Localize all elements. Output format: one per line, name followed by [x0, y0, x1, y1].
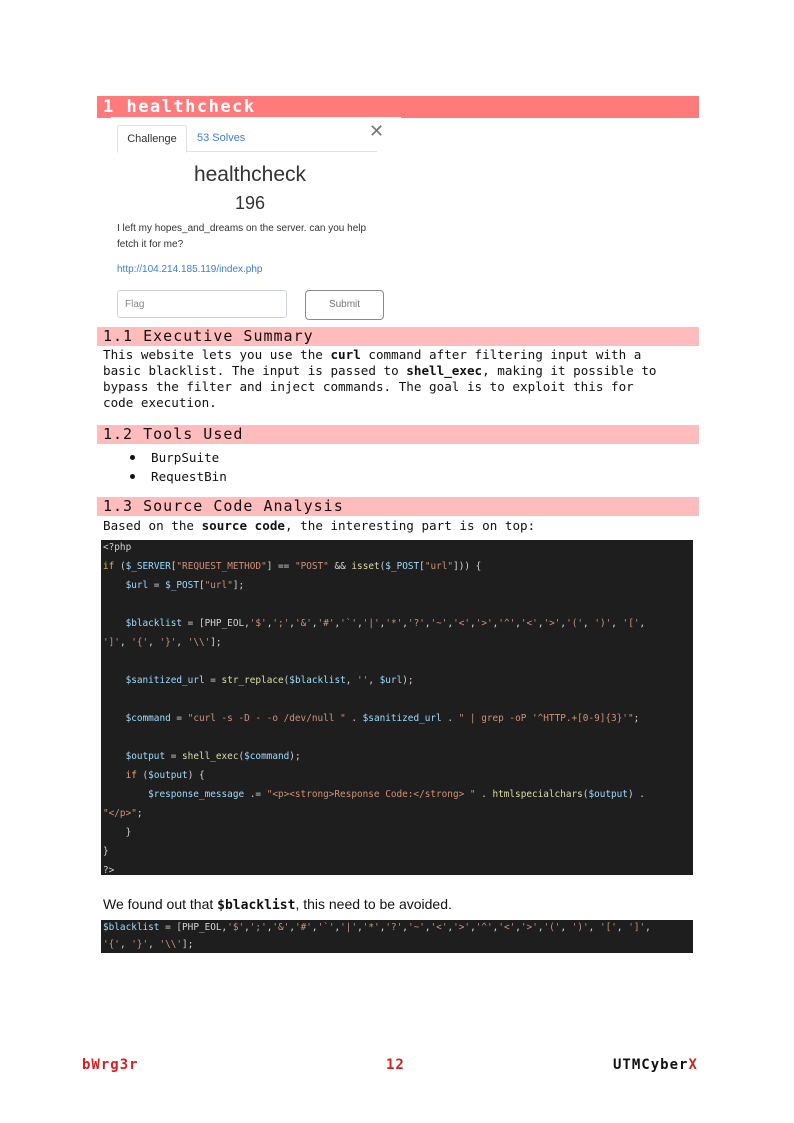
submit-button[interactable]: Submit: [305, 290, 384, 320]
challenge-description: I left my hopes_and_dreams on the server. can you help fetch it for me?: [117, 223, 367, 250]
code-line: $blacklist = [PHP_EOL,'$',';','&','#','`','|','*','?','~','<','>','^','<','>','(', ')', '[', ']',: [103, 922, 651, 933]
tab-challenge[interactable]: Challenge: [117, 125, 187, 153]
list-item: RequestBin: [103, 467, 227, 486]
code-line: <?php: [103, 542, 132, 553]
code-line: ?>: [103, 865, 115, 876]
footer-author: bWrg3r: [82, 1057, 139, 1073]
code-line: "</p>";: [103, 808, 143, 819]
code-line: if ($_SERVER["REQUEST_METHOD"] == "POST" && isset($_POST["url"])) {: [103, 561, 482, 572]
section-heading-tools-used: [97, 425, 699, 444]
flag-input[interactable]: Flag: [117, 290, 287, 318]
shell-exec-keyword: shell_exec: [406, 363, 483, 378]
code-line: $blacklist = [PHP_EOL,'$',';','&','#','`','|','*','?','~','<','>','^','<','>','(', ')', '[',: [125, 618, 646, 629]
code-line: $output = shell_exec($command);: [125, 751, 301, 762]
section-heading-source-code-analysis: [97, 497, 699, 516]
section-title: 1.3 Source Code Analysis: [103, 497, 344, 515]
code-line: $command = "curl -s -D - -o /dev/null " . $sanitized_url . " | grep -oP '^HTTP.+[0-9]{3}'";: [125, 713, 640, 724]
section-title: 1 healthcheck: [103, 97, 256, 117]
code-line: }: [103, 846, 109, 857]
code-line: $response_message .= "<p><strong>Response Code:</strong> " . htmlspecialchars($output) .: [148, 789, 645, 800]
blacklist-keyword: $blacklist: [217, 898, 296, 913]
code-line: ']', '{', '}', '\\'];: [103, 637, 222, 648]
blacklist-note: We found out that $blacklist, this need to be avoided.: [103, 896, 452, 913]
tab-solves[interactable]: 53 Solves: [197, 132, 246, 144]
code-block-source: [101, 540, 693, 875]
close-icon[interactable]: ✕: [369, 121, 385, 141]
code-line: if ($output) {: [125, 770, 205, 781]
list-item: BurpSuite: [103, 448, 227, 467]
source-code-intro: Based on the source code, the interesting part is on top:: [103, 518, 536, 533]
challenge-name: healthcheck: [193, 163, 307, 186]
code-block-blacklist: [101, 920, 693, 953]
curl-keyword: curl: [330, 347, 361, 362]
source-code-keyword: source code: [201, 518, 285, 533]
section-heading-executive-summary: [97, 327, 699, 346]
executive-summary-paragraph: This website lets you use the curl command after filtering input with a basic blacklist. The input is passed to shell_exec, making it possible to bypass the filter and inject commands. The goal is to exploit this for code execution.: [103, 347, 657, 410]
code-line: }: [103, 827, 132, 838]
code-line: $url = $_POST["url"];: [125, 580, 245, 591]
tools-list: [103, 448, 227, 486]
challenge-card: [111, 117, 401, 325]
code-line: '{', '}', '\\'];: [103, 939, 194, 950]
section-title: 1.1 Executive Summary: [103, 327, 314, 345]
challenge-link[interactable]: http://104.214.185.119/index.php: [117, 264, 263, 275]
challenge-points: 196: [234, 193, 266, 213]
page-number: 12: [386, 1057, 405, 1073]
code-line: $sanitized_url = str_replace($blacklist, '', $url);: [125, 675, 414, 686]
section-title: 1.2 Tools Used: [103, 425, 244, 443]
footer-team: UTMCyberX: [613, 1057, 698, 1073]
section-heading-healthcheck: [97, 96, 699, 118]
